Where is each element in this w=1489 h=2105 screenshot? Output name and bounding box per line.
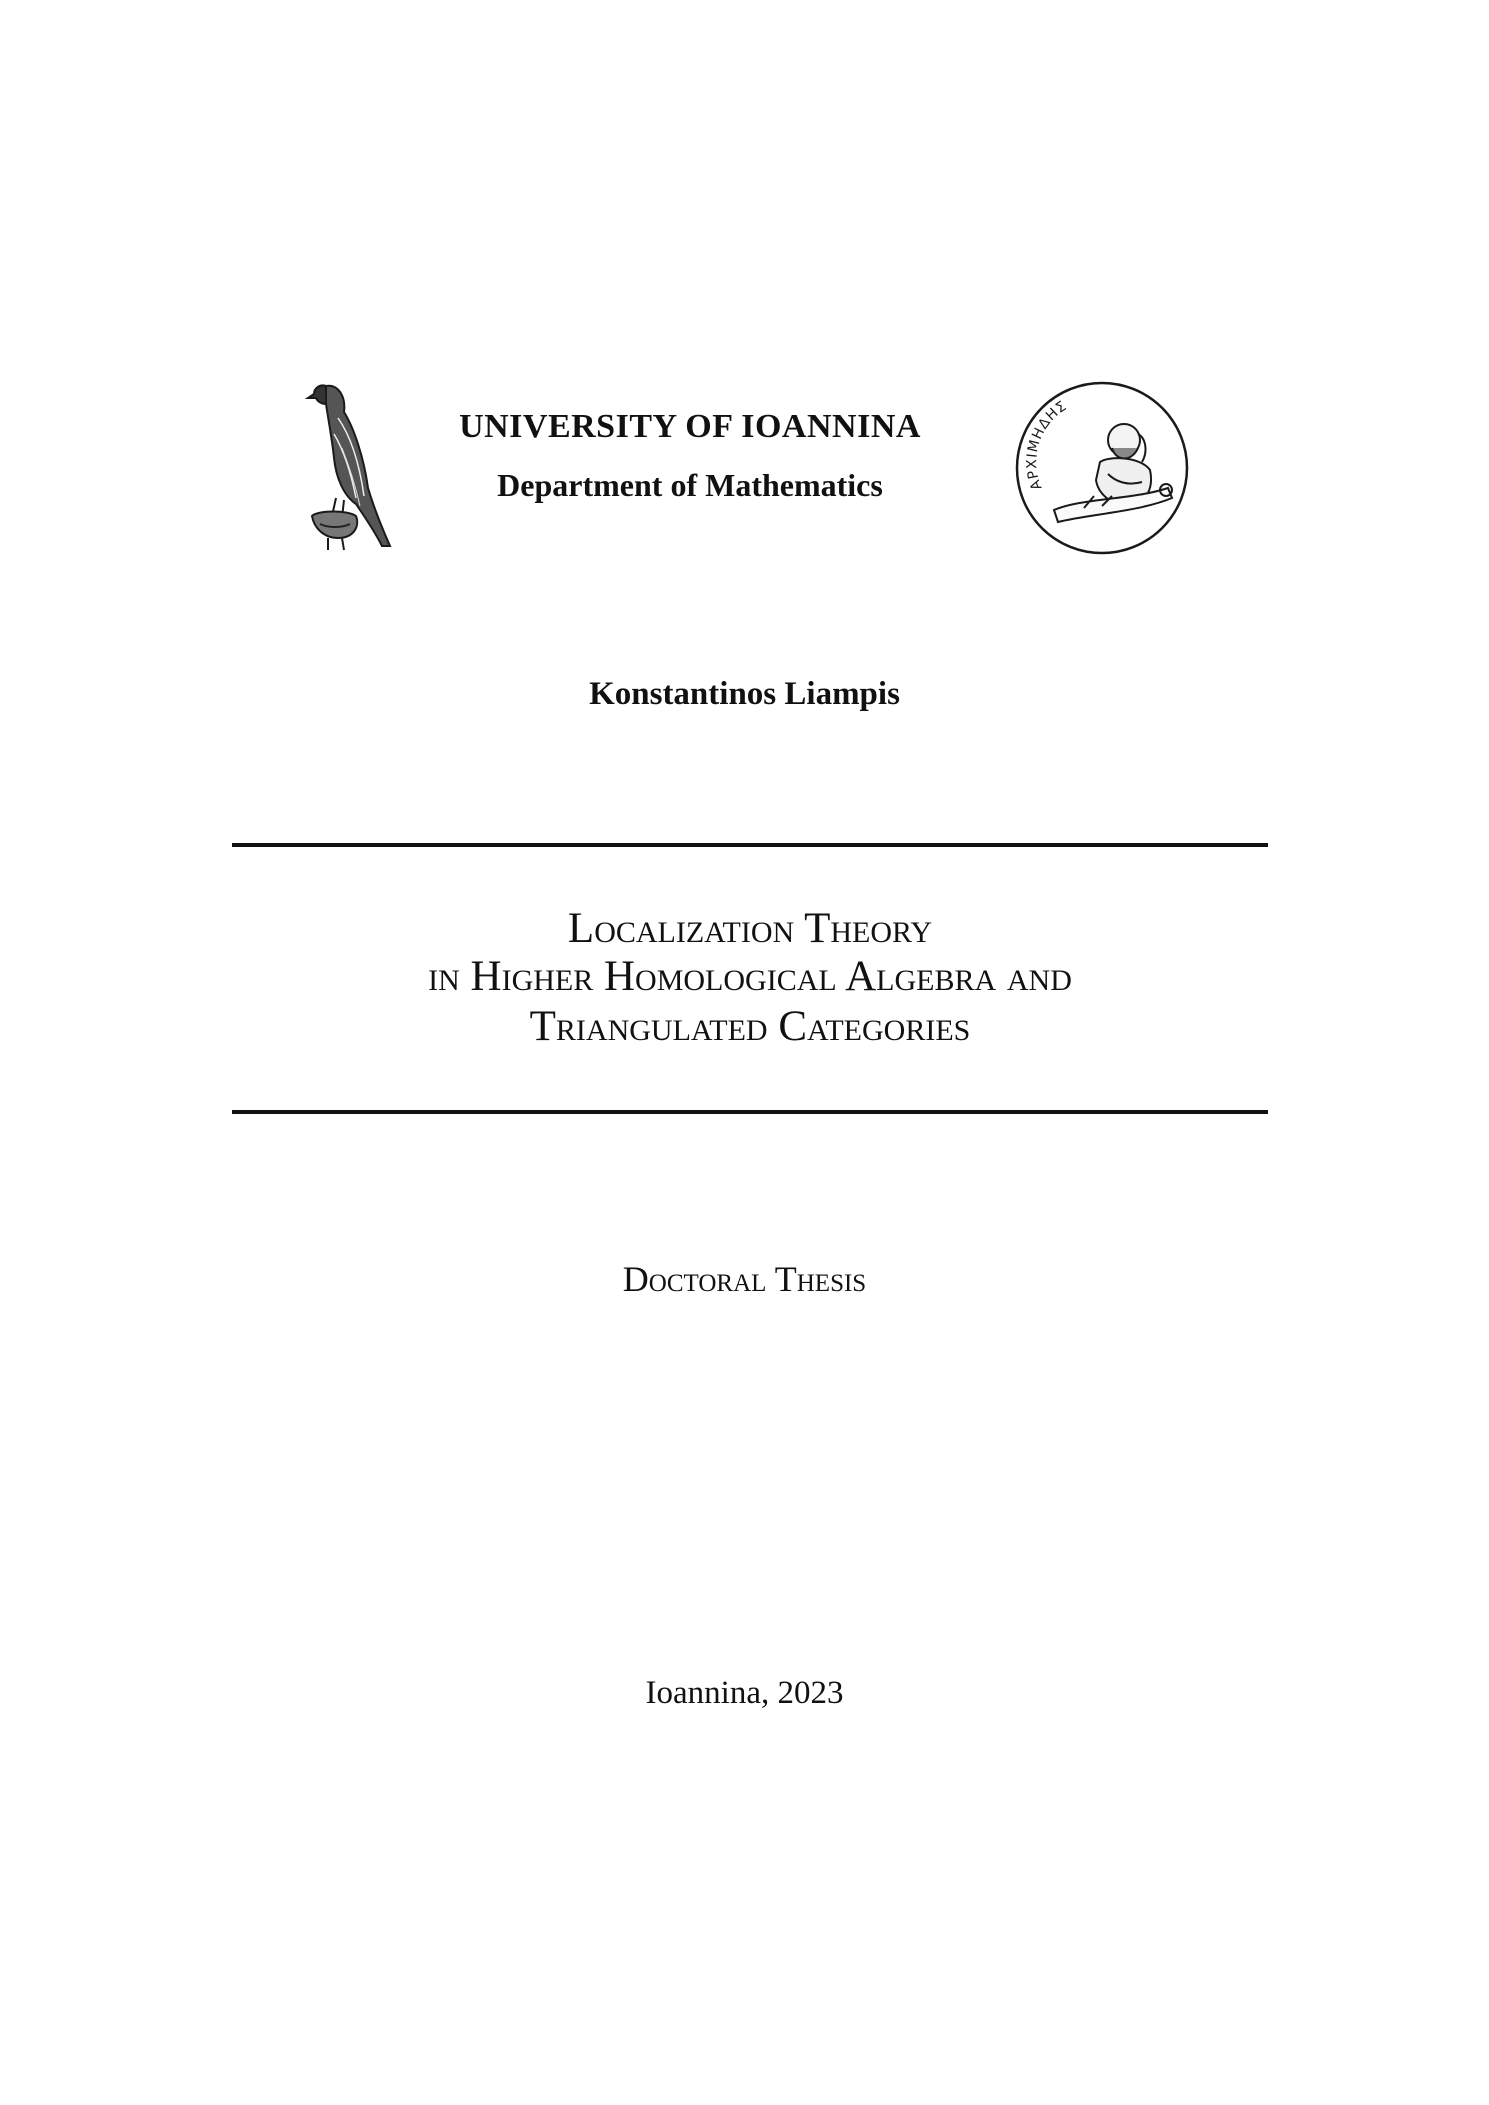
seal-inscription: ΑΡΧΙΜΗΔΗΣ bbox=[1024, 397, 1071, 493]
thesis-title-line-3: Triangulated Categories bbox=[529, 1003, 971, 1050]
thesis-title-line-1: Localization Theory bbox=[567, 905, 933, 952]
thesis-title-line-2: in Higher Homological Algebra and bbox=[428, 953, 1072, 1000]
author-name: Konstantinos Liampis bbox=[589, 676, 900, 712]
title-rule-top bbox=[232, 843, 1268, 847]
department-name: Department of Mathematics bbox=[497, 467, 883, 503]
document-type: Doctoral Thesis bbox=[622, 1259, 867, 1299]
title-rule-bottom bbox=[232, 1110, 1268, 1114]
archimedes-seal-icon bbox=[1012, 378, 1192, 558]
place-and-date: Ioannina, 2023 bbox=[645, 1675, 844, 1711]
university-name: UNIVERSITY OF IOANNINA bbox=[459, 408, 921, 445]
